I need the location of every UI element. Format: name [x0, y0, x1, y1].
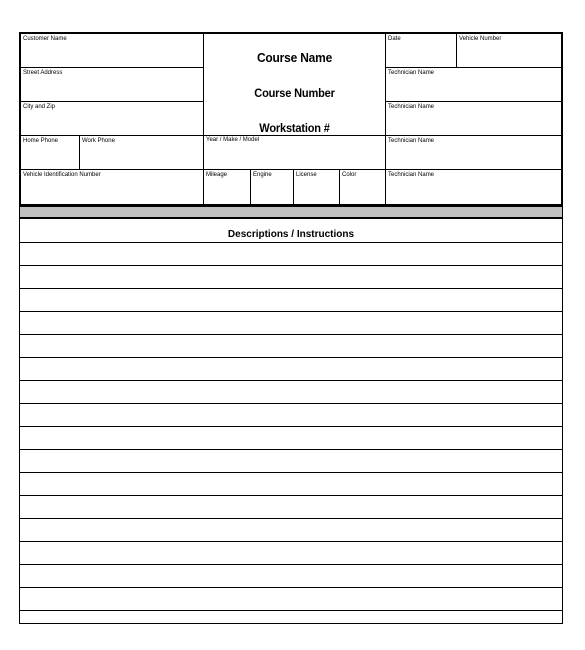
vehicle-number-label: Vehicle Number [459, 36, 502, 42]
description-line[interactable] [20, 541, 562, 542]
work-phone-field[interactable] [79, 135, 204, 170]
course-info-block [203, 33, 386, 136]
description-line[interactable] [20, 242, 562, 243]
description-line[interactable] [20, 426, 562, 427]
color-field[interactable] [339, 169, 386, 205]
engine-field[interactable] [250, 169, 294, 205]
description-line[interactable] [20, 518, 562, 519]
work-phone-label: Work Phone [82, 138, 115, 144]
vin-label: Vehicle Identification Number [23, 172, 101, 178]
year-make-model-label: Year / Make / Model [206, 137, 260, 143]
technician-name-label-3: Technician Name [388, 138, 435, 144]
engine-label: Engine [253, 172, 272, 178]
year-make-model-field[interactable] [203, 135, 386, 170]
technician-name-field-2[interactable] [385, 101, 562, 136]
description-line[interactable] [20, 472, 562, 473]
street-address-field[interactable] [20, 67, 204, 102]
date-label: Date [388, 36, 401, 42]
mileage-label: Mileage [206, 172, 228, 178]
license-field[interactable] [293, 169, 340, 205]
city-zip-label: City and Zip [23, 104, 56, 110]
description-line[interactable] [20, 380, 562, 381]
description-line[interactable] [20, 587, 562, 588]
workstation-number: Workstation # [259, 121, 330, 135]
description-line[interactable] [20, 403, 562, 404]
description-line[interactable] [20, 495, 562, 496]
technician-name-label-1: Technician Name [388, 70, 435, 76]
descriptions-title: Descriptions / Instructions [227, 229, 355, 240]
description-line[interactable] [20, 265, 562, 266]
description-line[interactable] [20, 311, 562, 312]
customer-name-label: Customer Name [23, 36, 67, 42]
technician-name-label-4: Technician Name [388, 172, 435, 178]
technician-name-field-3[interactable] [385, 135, 562, 170]
description-line[interactable] [20, 357, 562, 358]
street-address-label: Street Address [23, 70, 63, 76]
section-divider [20, 205, 562, 219]
home-phone-label: Home Phone [23, 138, 59, 144]
color-label: Color [342, 172, 357, 178]
home-phone-field[interactable] [20, 135, 80, 170]
description-line[interactable] [20, 334, 562, 335]
description-line[interactable] [20, 449, 562, 450]
description-line[interactable] [20, 564, 562, 565]
mileage-field[interactable] [203, 169, 251, 205]
date-field[interactable] [385, 33, 457, 68]
vin-field[interactable] [20, 169, 204, 205]
course-number: Course Number [254, 86, 335, 100]
description-line[interactable] [20, 288, 562, 289]
description-line[interactable] [20, 610, 562, 611]
course-name: Course Name [256, 50, 333, 65]
technician-name-field-4[interactable] [385, 169, 562, 205]
license-label: License [296, 172, 317, 178]
technician-name-field-1[interactable] [385, 67, 562, 102]
technician-name-label-2: Technician Name [388, 104, 435, 110]
city-zip-field[interactable] [20, 101, 204, 136]
customer-name-field[interactable] [20, 33, 204, 68]
repair-order-form [19, 32, 563, 624]
vehicle-number-field[interactable] [456, 33, 562, 68]
